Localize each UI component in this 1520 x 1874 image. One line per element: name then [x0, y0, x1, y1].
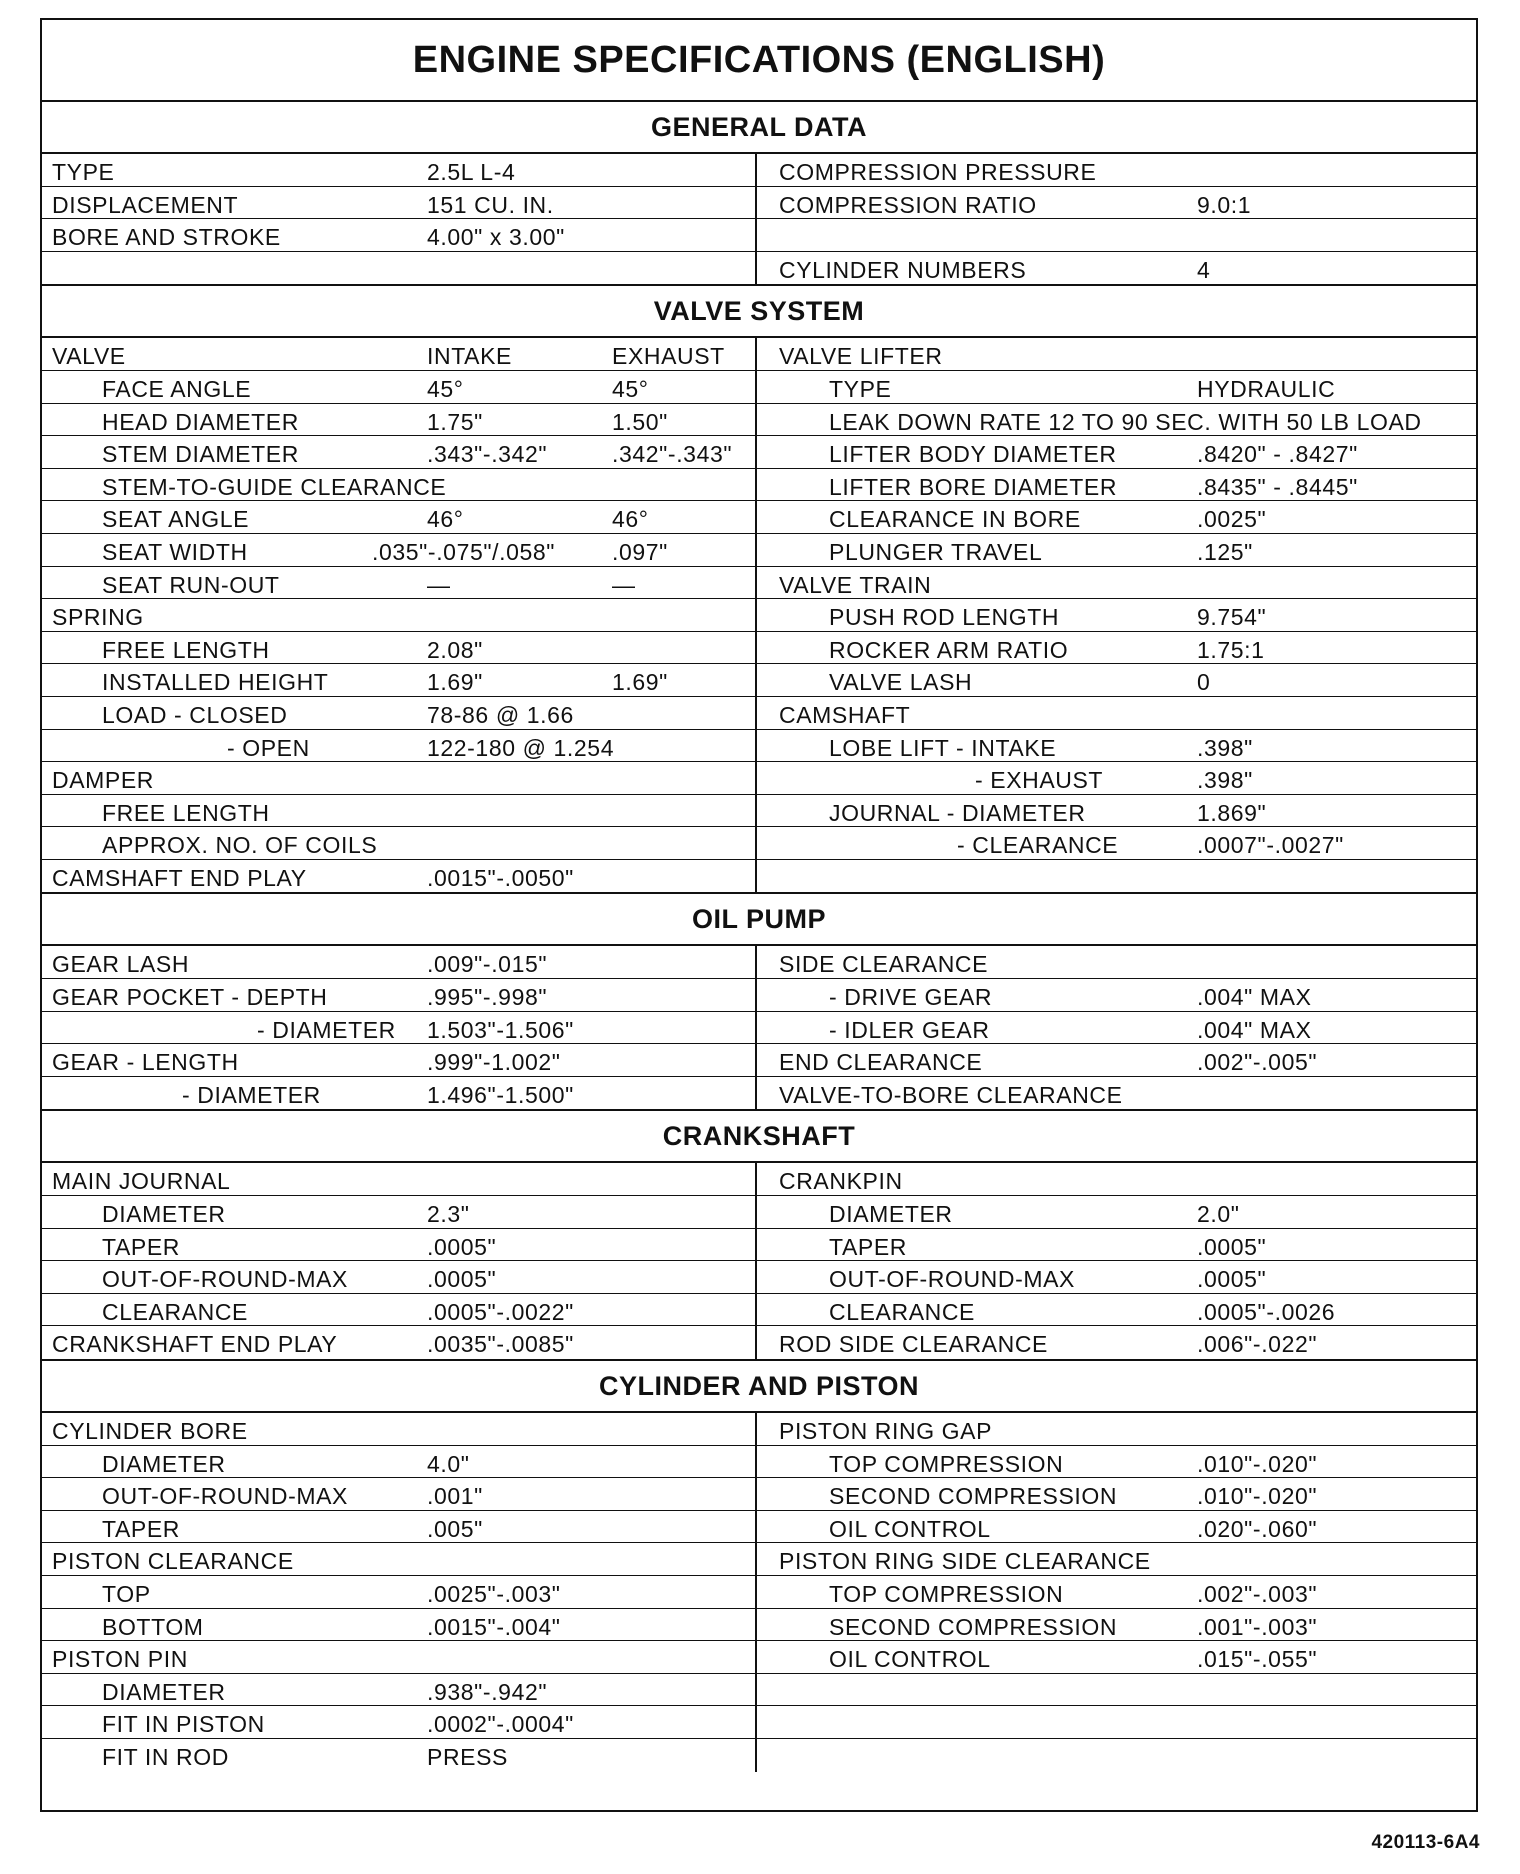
spec-row [757, 795, 1478, 828]
spec-row [42, 1739, 755, 1772]
spec-value: .0005" [427, 1233, 497, 1260]
spec-row [757, 371, 1478, 404]
spec-label: PUSH ROD LENGTH [829, 604, 1060, 631]
spec-row [757, 1446, 1478, 1479]
spec-row [757, 219, 1478, 252]
general-data-table [42, 154, 1476, 286]
spec-value: .005" [427, 1515, 483, 1542]
spec-value: .009"-.015" [427, 951, 548, 978]
spec-row [42, 599, 755, 632]
spec-row [42, 469, 755, 502]
spec-value: .004" MAX [1197, 984, 1312, 1011]
spec-row [42, 1294, 755, 1327]
spec-value: .0002"-.0004" [427, 1711, 574, 1738]
spec-label: MAIN JOURNAL [52, 1168, 231, 1195]
spec-label: LOBE LIFT - INTAKE [829, 734, 1057, 761]
spec-row [757, 1196, 1478, 1229]
spec-row [757, 946, 1478, 979]
spec-value: 45° [427, 375, 464, 402]
spec-row [757, 1163, 1478, 1196]
spec-label: SECOND COMPRESSION [829, 1613, 1118, 1640]
spec-label: OUT-OF-ROUND-MAX [829, 1266, 1075, 1293]
spec-label: CRANKSHAFT END PLAY [52, 1331, 338, 1358]
spec-label: APPROX. NO. OF COILS [102, 832, 378, 859]
spec-row [42, 1543, 755, 1576]
spec-label: TOP COMPRESSION [829, 1450, 1064, 1477]
spec-label: LIFTER BORE DIAMETER [829, 473, 1118, 500]
spec-row [42, 252, 755, 285]
spec-value: 9.754" [1197, 604, 1267, 631]
section-header-oil-pump: OIL PUMP [42, 894, 1476, 946]
spec-label: TOP COMPRESSION [829, 1580, 1064, 1607]
spec-label: BOTTOM [102, 1613, 204, 1640]
spec-row [42, 1413, 755, 1446]
spec-label: STEM DIAMETER [102, 441, 299, 468]
spec-row [757, 567, 1478, 600]
spec-label: CAMSHAFT END PLAY [52, 864, 307, 891]
spec-row [42, 664, 755, 697]
spec-row [42, 1478, 755, 1511]
spec-value: 2.08" [427, 636, 483, 663]
spec-row [757, 762, 1478, 795]
spec-label: OIL CONTROL [829, 1515, 991, 1542]
spec-row [757, 501, 1478, 534]
spec-row [42, 1446, 755, 1479]
spec-value: 9.0:1 [1197, 191, 1252, 218]
spec-label: END CLEARANCE [779, 1049, 983, 1076]
spec-row [42, 371, 755, 404]
spec-value: .0007"-.0027" [1197, 832, 1344, 859]
spec-label: - DRIVE GEAR [829, 984, 993, 1011]
spec-value: .398" [1197, 767, 1253, 794]
spec-value: 1.503"-1.506" [427, 1016, 574, 1043]
spec-row [42, 1196, 755, 1229]
spec-row [757, 534, 1478, 567]
document-code: 420113-6A4 [1371, 1832, 1480, 1853]
spec-label: ROD SIDE CLEARANCE [779, 1331, 1048, 1358]
spec-label: CRANKPIN [779, 1168, 903, 1195]
spec-value: .8435" - .8445" [1197, 473, 1358, 500]
spec-value: .0025"-.003" [427, 1580, 561, 1607]
spec-label: CYLINDER NUMBERS [779, 256, 1027, 283]
spec-row [757, 187, 1478, 220]
spec-label: PISTON PIN [52, 1646, 188, 1673]
spec-row [42, 1261, 755, 1294]
valve-left-column [42, 338, 757, 892]
spec-row [757, 1543, 1478, 1576]
spec-label: PLUNGER TRAVEL [829, 538, 1043, 565]
spec-label: - OPEN [227, 734, 310, 761]
spec-label: DIAMETER [829, 1201, 953, 1228]
spec-label: CAMSHAFT [779, 701, 911, 728]
spec-label: LOAD - CLOSED [102, 701, 288, 728]
spec-row [42, 534, 755, 567]
spec-row [757, 599, 1478, 632]
spec-label: PISTON RING SIDE CLEARANCE [779, 1548, 1151, 1575]
spec-value: .0025" [1197, 506, 1267, 533]
spec-label: GEAR LASH [52, 951, 190, 978]
spec-row [757, 697, 1478, 730]
spec-value: .035"-.075"/.058" [372, 538, 556, 565]
spec-label: STEM-TO-GUIDE CLEARANCE [102, 473, 447, 500]
spec-value: 46° [427, 506, 464, 533]
spec-row [757, 338, 1478, 371]
spec-value: .0015"-.0050" [427, 864, 574, 891]
spec-value: .0005" [1197, 1233, 1267, 1260]
spec-row [757, 827, 1478, 860]
spec-label: - IDLER GEAR [829, 1016, 990, 1043]
spec-value: .0005" [427, 1266, 497, 1293]
spec-label: SECOND COMPRESSION [829, 1483, 1118, 1510]
spec-label: DAMPER [52, 767, 155, 794]
spec-row [757, 1326, 1478, 1359]
spec-sheet [40, 18, 1478, 1812]
spec-row [42, 1044, 755, 1077]
spec-value: 1.50" [612, 408, 668, 435]
spec-value: .0005"-.0026 [1197, 1298, 1336, 1325]
spec-label: INSTALLED HEIGHT [102, 669, 329, 696]
spec-row [42, 1641, 755, 1674]
spec-value: HYDRAULIC [1197, 375, 1336, 402]
spec-label: PISTON RING GAP [779, 1418, 993, 1444]
spec-label: COMPRESSION RATIO [779, 191, 1037, 218]
spec-label: DIAMETER [102, 1678, 226, 1705]
page-title: ENGINE SPECIFICATIONS (ENGLISH) [42, 20, 1476, 102]
spec-row [42, 567, 755, 600]
spec-label: GEAR - LENGTH [52, 1049, 239, 1076]
crank-left-column [42, 1163, 757, 1359]
spec-value: 2.5L L-4 [427, 159, 516, 185]
spec-value: 45° [612, 375, 649, 402]
spec-row [757, 632, 1478, 665]
spec-value: .015"-.055" [1197, 1646, 1318, 1673]
column-header-exhaust: EXHAUST [612, 343, 725, 370]
spec-row [757, 1739, 1478, 1772]
spec-label: GEAR POCKET - DEPTH [52, 984, 328, 1011]
cyl-left-column [42, 1413, 757, 1772]
general-right-column [757, 154, 1478, 284]
valve-right-column [757, 338, 1478, 892]
spec-row [757, 730, 1478, 763]
oil-pump-table [42, 946, 1476, 1111]
spec-row [42, 795, 755, 828]
spec-value: .343"-.342" [427, 441, 548, 468]
spec-label: FREE LENGTH [102, 636, 270, 663]
spec-label: CLEARANCE [829, 1298, 975, 1325]
spec-value: .010"-.020" [1197, 1483, 1318, 1510]
oil-left-column [42, 946, 757, 1109]
spec-label: OUT-OF-ROUND-MAX [102, 1266, 348, 1293]
spec-label: SEAT RUN-OUT [102, 571, 280, 598]
spec-value: .097" [612, 538, 668, 565]
spec-row [42, 827, 755, 860]
spec-label: - EXHAUST [975, 767, 1104, 794]
spec-label: TAPER [102, 1515, 180, 1542]
section-header-crankshaft: CRANKSHAFT [42, 1111, 1476, 1163]
spec-row [42, 632, 755, 665]
spec-row [42, 1077, 755, 1110]
spec-row [757, 664, 1478, 697]
spec-value: 4.0" [427, 1450, 470, 1477]
section-header-cylinder-and-piston: CYLINDER AND PISTON [42, 1361, 1476, 1413]
spec-label: TYPE [52, 159, 115, 185]
spec-row [42, 1163, 755, 1196]
spec-value: .398" [1197, 734, 1253, 761]
spec-value: .999"-1.002" [427, 1049, 561, 1076]
spec-value: 122-180 @ 1.254 [427, 734, 615, 761]
spec-value: .0015"-.004" [427, 1613, 561, 1640]
spec-label: TOP [102, 1580, 151, 1607]
spec-value: .010"-.020" [1197, 1450, 1318, 1477]
crank-right-column [757, 1163, 1478, 1359]
spec-value: 78-86 @ 1.66 [427, 701, 574, 728]
spec-row [42, 1326, 755, 1359]
spec-row [757, 1229, 1478, 1262]
section-header-valve-system: VALVE SYSTEM [42, 286, 1476, 338]
spec-row [757, 154, 1478, 187]
valve-system-table [42, 338, 1476, 894]
spec-value: 4 [1197, 256, 1211, 283]
spec-row [757, 1012, 1478, 1045]
spec-label: VALVE-TO-BORE CLEARANCE [779, 1081, 1123, 1108]
spec-value: 1.75:1 [1197, 636, 1265, 663]
spec-value: .002"-.003" [1197, 1580, 1318, 1607]
spec-row [42, 979, 755, 1012]
spec-label: TYPE [829, 375, 892, 402]
spec-value: 1.69" [427, 669, 483, 696]
spec-label: SPRING [52, 604, 144, 631]
column-header-intake: INTAKE [427, 343, 512, 370]
spec-row [42, 860, 755, 893]
spec-label: PISTON CLEARANCE [52, 1548, 294, 1575]
spec-label: HEAD DIAMETER [102, 408, 299, 435]
spec-row [757, 1641, 1478, 1674]
spec-label: DIAMETER [102, 1201, 226, 1228]
spec-value: .001"-.003" [1197, 1613, 1318, 1640]
spec-value: 1.75" [427, 408, 483, 435]
spec-value: .004" MAX [1197, 1016, 1312, 1043]
spec-row [757, 404, 1478, 437]
spec-row [757, 1077, 1478, 1110]
spec-label: TAPER [829, 1233, 907, 1260]
spec-value: 1.869" [1197, 799, 1267, 826]
spec-row [42, 436, 755, 469]
spec-row [757, 1413, 1478, 1446]
spec-label: - DIAMETER [182, 1081, 321, 1108]
spec-row [42, 1609, 755, 1642]
oil-right-column [757, 946, 1478, 1109]
spec-value: .001" [427, 1483, 483, 1510]
spec-value: 2.0" [1197, 1201, 1240, 1228]
spec-value: PRESS [427, 1743, 508, 1770]
spec-label: SEAT WIDTH [102, 538, 248, 565]
spec-value: .006"-.022" [1197, 1331, 1318, 1358]
spec-row [42, 154, 755, 187]
spec-value: — [612, 571, 636, 598]
spec-label: FACE ANGLE [102, 375, 252, 402]
cylinder-piston-table [42, 1413, 1476, 1772]
spec-label: FREE LENGTH [102, 799, 270, 826]
spec-label: DIAMETER [102, 1450, 226, 1477]
spec-row [42, 219, 755, 252]
spec-value: .020"-.060" [1197, 1515, 1318, 1542]
spec-label: SEAT ANGLE [102, 506, 250, 533]
spec-value: 0 [1197, 669, 1211, 696]
spec-value: .0035"-.0085" [427, 1331, 574, 1358]
spec-label: - DIAMETER [257, 1016, 396, 1043]
spec-value: .938"-.942" [427, 1678, 548, 1705]
spec-label: BORE AND STROKE [52, 224, 281, 251]
spec-row [757, 1706, 1478, 1739]
spec-row [757, 1609, 1478, 1642]
spec-value: 151 CU. IN. [427, 191, 554, 218]
spec-value: .0005" [1197, 1266, 1267, 1293]
spec-value: — [427, 571, 451, 598]
spec-label: - CLEARANCE [957, 832, 1119, 859]
spec-label: COMPRESSION PRESSURE [779, 159, 1097, 185]
spec-row [757, 1511, 1478, 1544]
spec-label: DISPLACEMENT [52, 191, 239, 218]
spec-value: .342"-.343" [612, 441, 733, 468]
spec-value: .8420" - .8427" [1197, 441, 1358, 468]
spec-row [757, 1294, 1478, 1327]
spec-row [42, 187, 755, 220]
spec-label: CLEARANCE IN BORE [829, 506, 1081, 533]
spec-row [42, 1229, 755, 1262]
spec-row [42, 338, 755, 371]
spec-label: FIT IN ROD [102, 1743, 229, 1770]
spec-label: OUT-OF-ROUND-MAX [102, 1483, 348, 1510]
spec-value: 2.3" [427, 1201, 470, 1228]
spec-row [42, 1511, 755, 1544]
spec-label: TAPER [102, 1233, 180, 1260]
spec-value: .125" [1197, 538, 1253, 565]
spec-row [42, 404, 755, 437]
spec-label: VALVE TRAIN [779, 571, 932, 598]
general-left-column [42, 154, 757, 284]
spec-row [757, 252, 1478, 285]
spec-label: FIT IN PISTON [102, 1711, 265, 1738]
spec-row [42, 1706, 755, 1739]
spec-row [42, 1674, 755, 1707]
spec-row [757, 1478, 1478, 1511]
spec-row [42, 697, 755, 730]
spec-label: VALVE LIFTER [779, 343, 943, 370]
spec-row [757, 436, 1478, 469]
section-header-general: GENERAL DATA [42, 102, 1476, 154]
spec-row [42, 1576, 755, 1609]
spec-row [42, 501, 755, 534]
spec-row [757, 469, 1478, 502]
spec-row [757, 1674, 1478, 1707]
crankshaft-table [42, 1163, 1476, 1361]
spec-value: 1.69" [612, 669, 668, 696]
spec-label: SIDE CLEARANCE [779, 951, 989, 978]
spec-value: 4.00" x 3.00" [427, 224, 565, 251]
spec-row [757, 979, 1478, 1012]
spec-value: 46° [612, 506, 649, 533]
spec-label: CYLINDER BORE [52, 1418, 248, 1444]
spec-row [757, 1044, 1478, 1077]
spec-label: VALVE LASH [829, 669, 973, 696]
spec-label: JOURNAL - DIAMETER [829, 799, 1086, 826]
spec-label: VALVE [52, 343, 126, 370]
spec-value: .995"-.998" [427, 984, 548, 1011]
spec-row [42, 730, 755, 763]
spec-label: OIL CONTROL [829, 1646, 991, 1673]
spec-row [757, 860, 1478, 893]
spec-value: .002"-.005" [1197, 1049, 1318, 1076]
spec-row [42, 946, 755, 979]
spec-label: LIFTER BODY DIAMETER [829, 441, 1117, 468]
spec-label: LEAK DOWN RATE 12 TO 90 SEC. WITH 50 LB LOAD [829, 408, 1422, 435]
spec-label: CLEARANCE [102, 1298, 248, 1325]
spec-row [42, 1012, 755, 1045]
spec-value: .0005"-.0022" [427, 1298, 574, 1325]
spec-row [757, 1576, 1478, 1609]
spec-value: 1.496"-1.500" [427, 1081, 574, 1108]
spec-row [42, 762, 755, 795]
spec-label: ROCKER ARM RATIO [829, 636, 1069, 663]
cyl-right-column [757, 1413, 1478, 1772]
spec-row [757, 1261, 1478, 1294]
